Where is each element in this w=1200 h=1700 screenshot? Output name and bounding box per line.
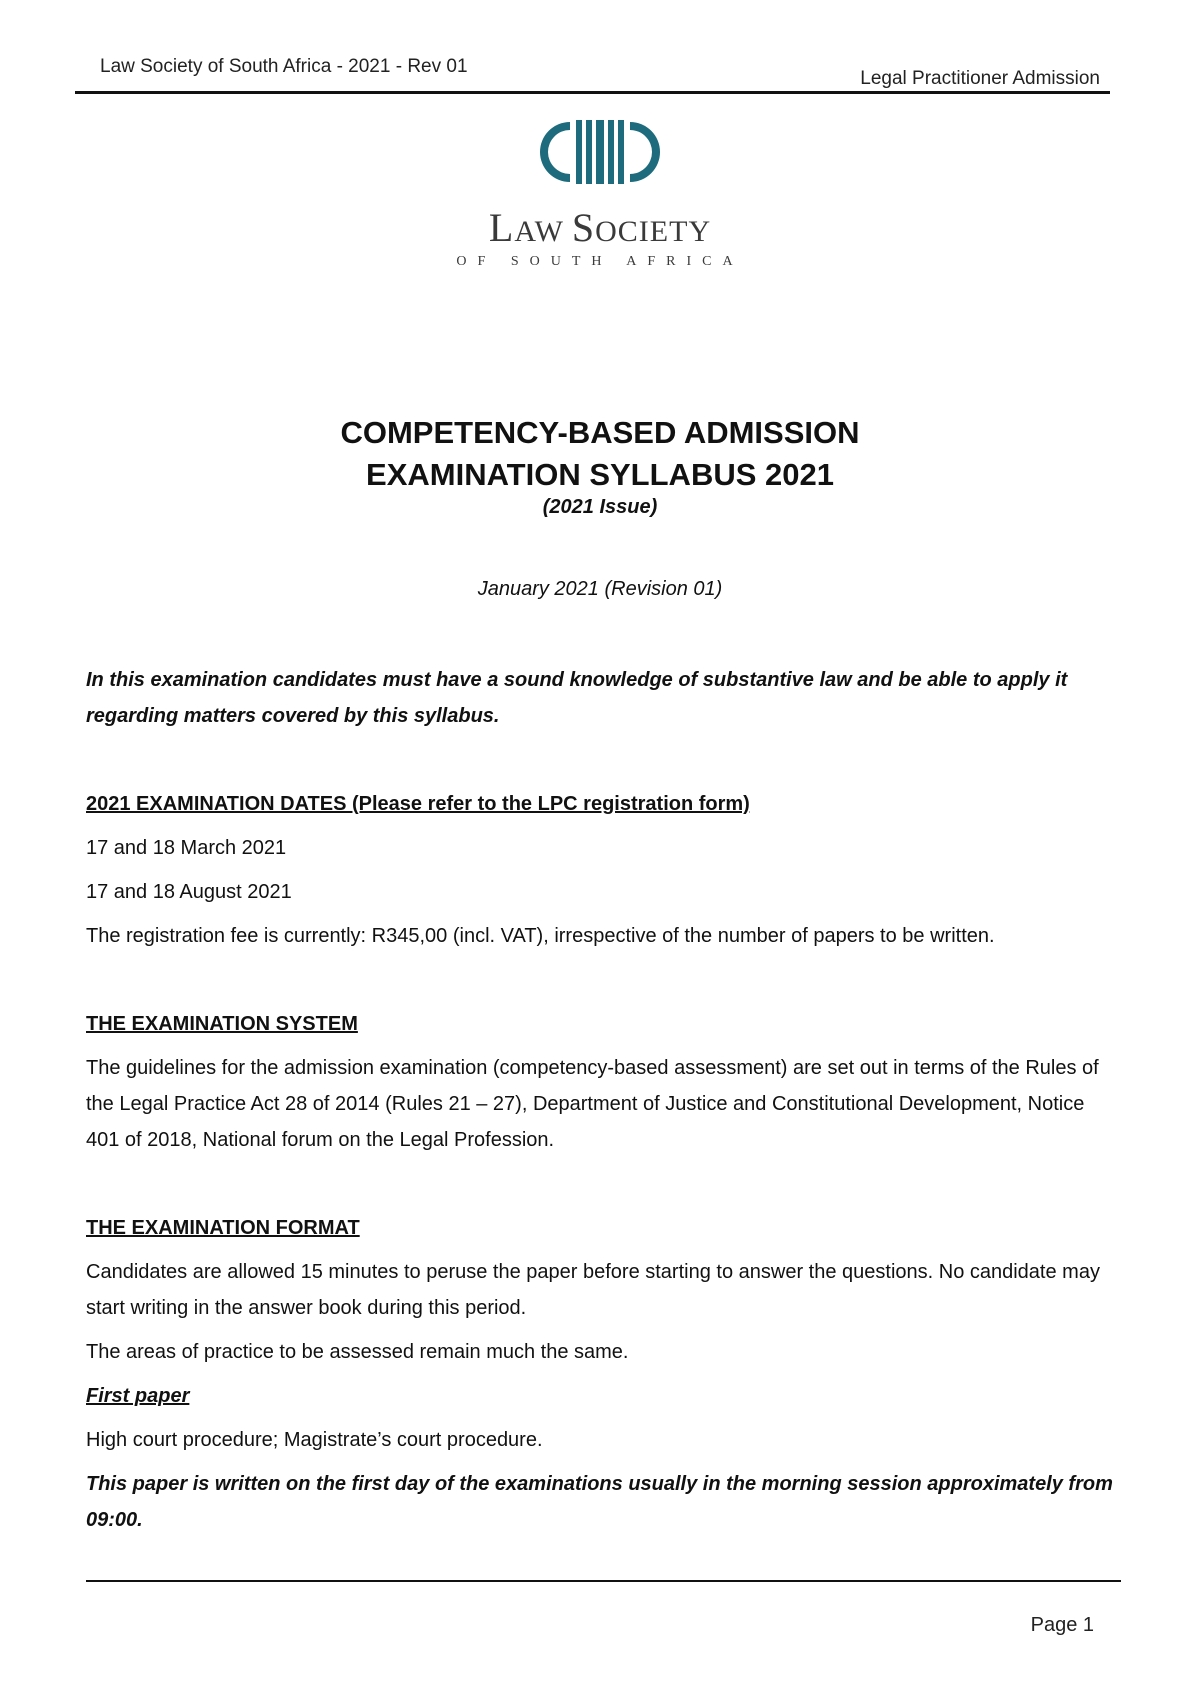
page-number: Page 1 [1030, 1614, 1094, 1636]
format-paragraph-2: The areas of practice to be assessed remain much the same. [86, 1341, 629, 1363]
header-rule [75, 91, 1110, 94]
date-item: 17 and 18 August 2021 [86, 881, 292, 903]
format-paragraph-1: Candidates are allowed 15 minutes to peruse the paper before starting to answer the questions. No candidate may start writing in the answer book during this period. [86, 1261, 1100, 1319]
system-heading: THE EXAMINATION SYSTEM [86, 1013, 358, 1035]
registration-fee: The registration fee is currently: R345,00 (incl. VAT), irrespective of the number of papers to be written. [86, 925, 995, 947]
intro-paragraph: In this examination candidates must have a sound knowledge of substantive law and be able to apply it regarding matters covered by this syllabus. [86, 669, 1068, 727]
system-paragraph: The guidelines for the admission examination (competency-based assessment) are set out in terms of the Rules of the Legal Practice Act 28 of 2014 (Rules 21 – 27), Department of Justice and Constitutional Development, Notice 401 of 2018, National forum on the Legal Profession. [86, 1057, 1099, 1151]
law-society-logo [0, 118, 1200, 278]
first-paper-subjects: High court procedure; Magistrate’s court procedure. [86, 1429, 543, 1451]
title-line-1: COMPETENCY-BASED ADMISSION [340, 415, 860, 450]
header-left: Law Society of South Africa - 2021 - Rev 01 [100, 56, 468, 77]
header-right: Legal Practitioner Admission [860, 68, 1100, 89]
date-item: 17 and 18 March 2021 [86, 837, 287, 859]
logo-wordmark: LAW SOCIETY [488, 205, 712, 250]
dates-heading: 2021 EXAMINATION DATES (Please refer to the LPC registration form) [86, 793, 750, 815]
footer-rule [86, 1580, 1121, 1582]
first-paper-heading: First paper [86, 1385, 190, 1407]
issue-label: (2021 Issue) [542, 496, 658, 518]
column-emblem-icon [530, 118, 670, 186]
first-paper-note: This paper is written on the first day of the examinations usually in the morning session approximately from 09:00. [86, 1473, 1113, 1531]
document-body [86, 662, 1116, 1538]
title-line-2: EXAMINATION SYLLABUS 2021 [366, 457, 834, 492]
revision-label: January 2021 (Revision 01) [477, 578, 723, 600]
document-title [0, 412, 1200, 496]
format-heading: THE EXAMINATION FORMAT [86, 1217, 360, 1239]
logo-subtitle: OF SOUTH AFRICA [456, 254, 744, 269]
